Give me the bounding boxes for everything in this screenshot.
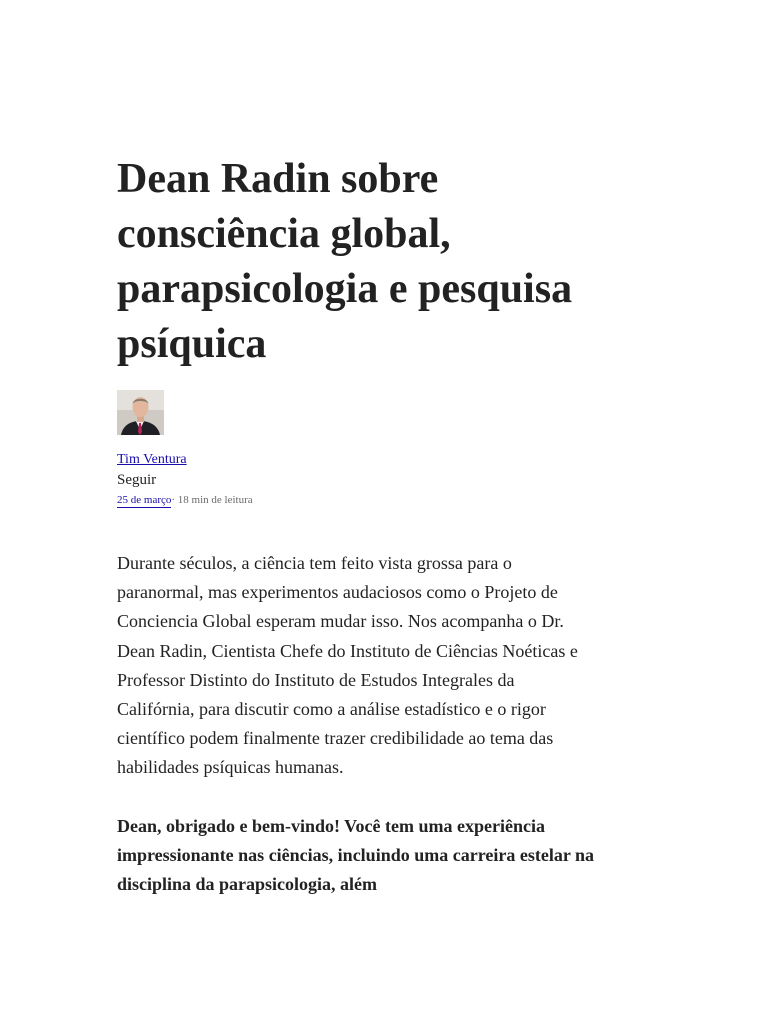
author-portrait-icon: [117, 390, 164, 435]
meta-separator: ·: [171, 494, 176, 506]
read-time: 18 min de leitura: [177, 494, 253, 506]
publish-date-link[interactable]: 25 de março: [117, 494, 172, 506]
follow-button[interactable]: Seguir: [117, 472, 157, 488]
article: [117, 152, 597, 899]
author-avatar[interactable]: [117, 390, 164, 435]
article-intro: Durante séculos, a ciência tem feito vista grossa para o paranormal, mas experimentos audaciosos como o Projeto de Conciencia Global esperam mudar isso. Nos acompanha o Dr. Dean Radin, Cientista Chefe do Instituto de Ciências Noéticas e Professor Distinto do Instituto de Estudos Integrales da Califórnia, para discutir como a análise estadístico e o rigor científico podem finalmente trazer credibilidade ao tema das habilidades psíquicas humanas.: [117, 553, 578, 778]
interview-question: Dean, obrigado e bem-vindo! Você tem uma experiência impressionante nas ciências, incluindo uma carreira estelar na disciplina da parapsicologia, além: [117, 815, 594, 895]
article-title: Dean Radin sobre consciência global, parapsicologia e pesquisa psíquica: [117, 156, 573, 367]
article-meta: [117, 493, 597, 507]
author-name-link[interactable]: Tim Ventura: [117, 452, 187, 467]
